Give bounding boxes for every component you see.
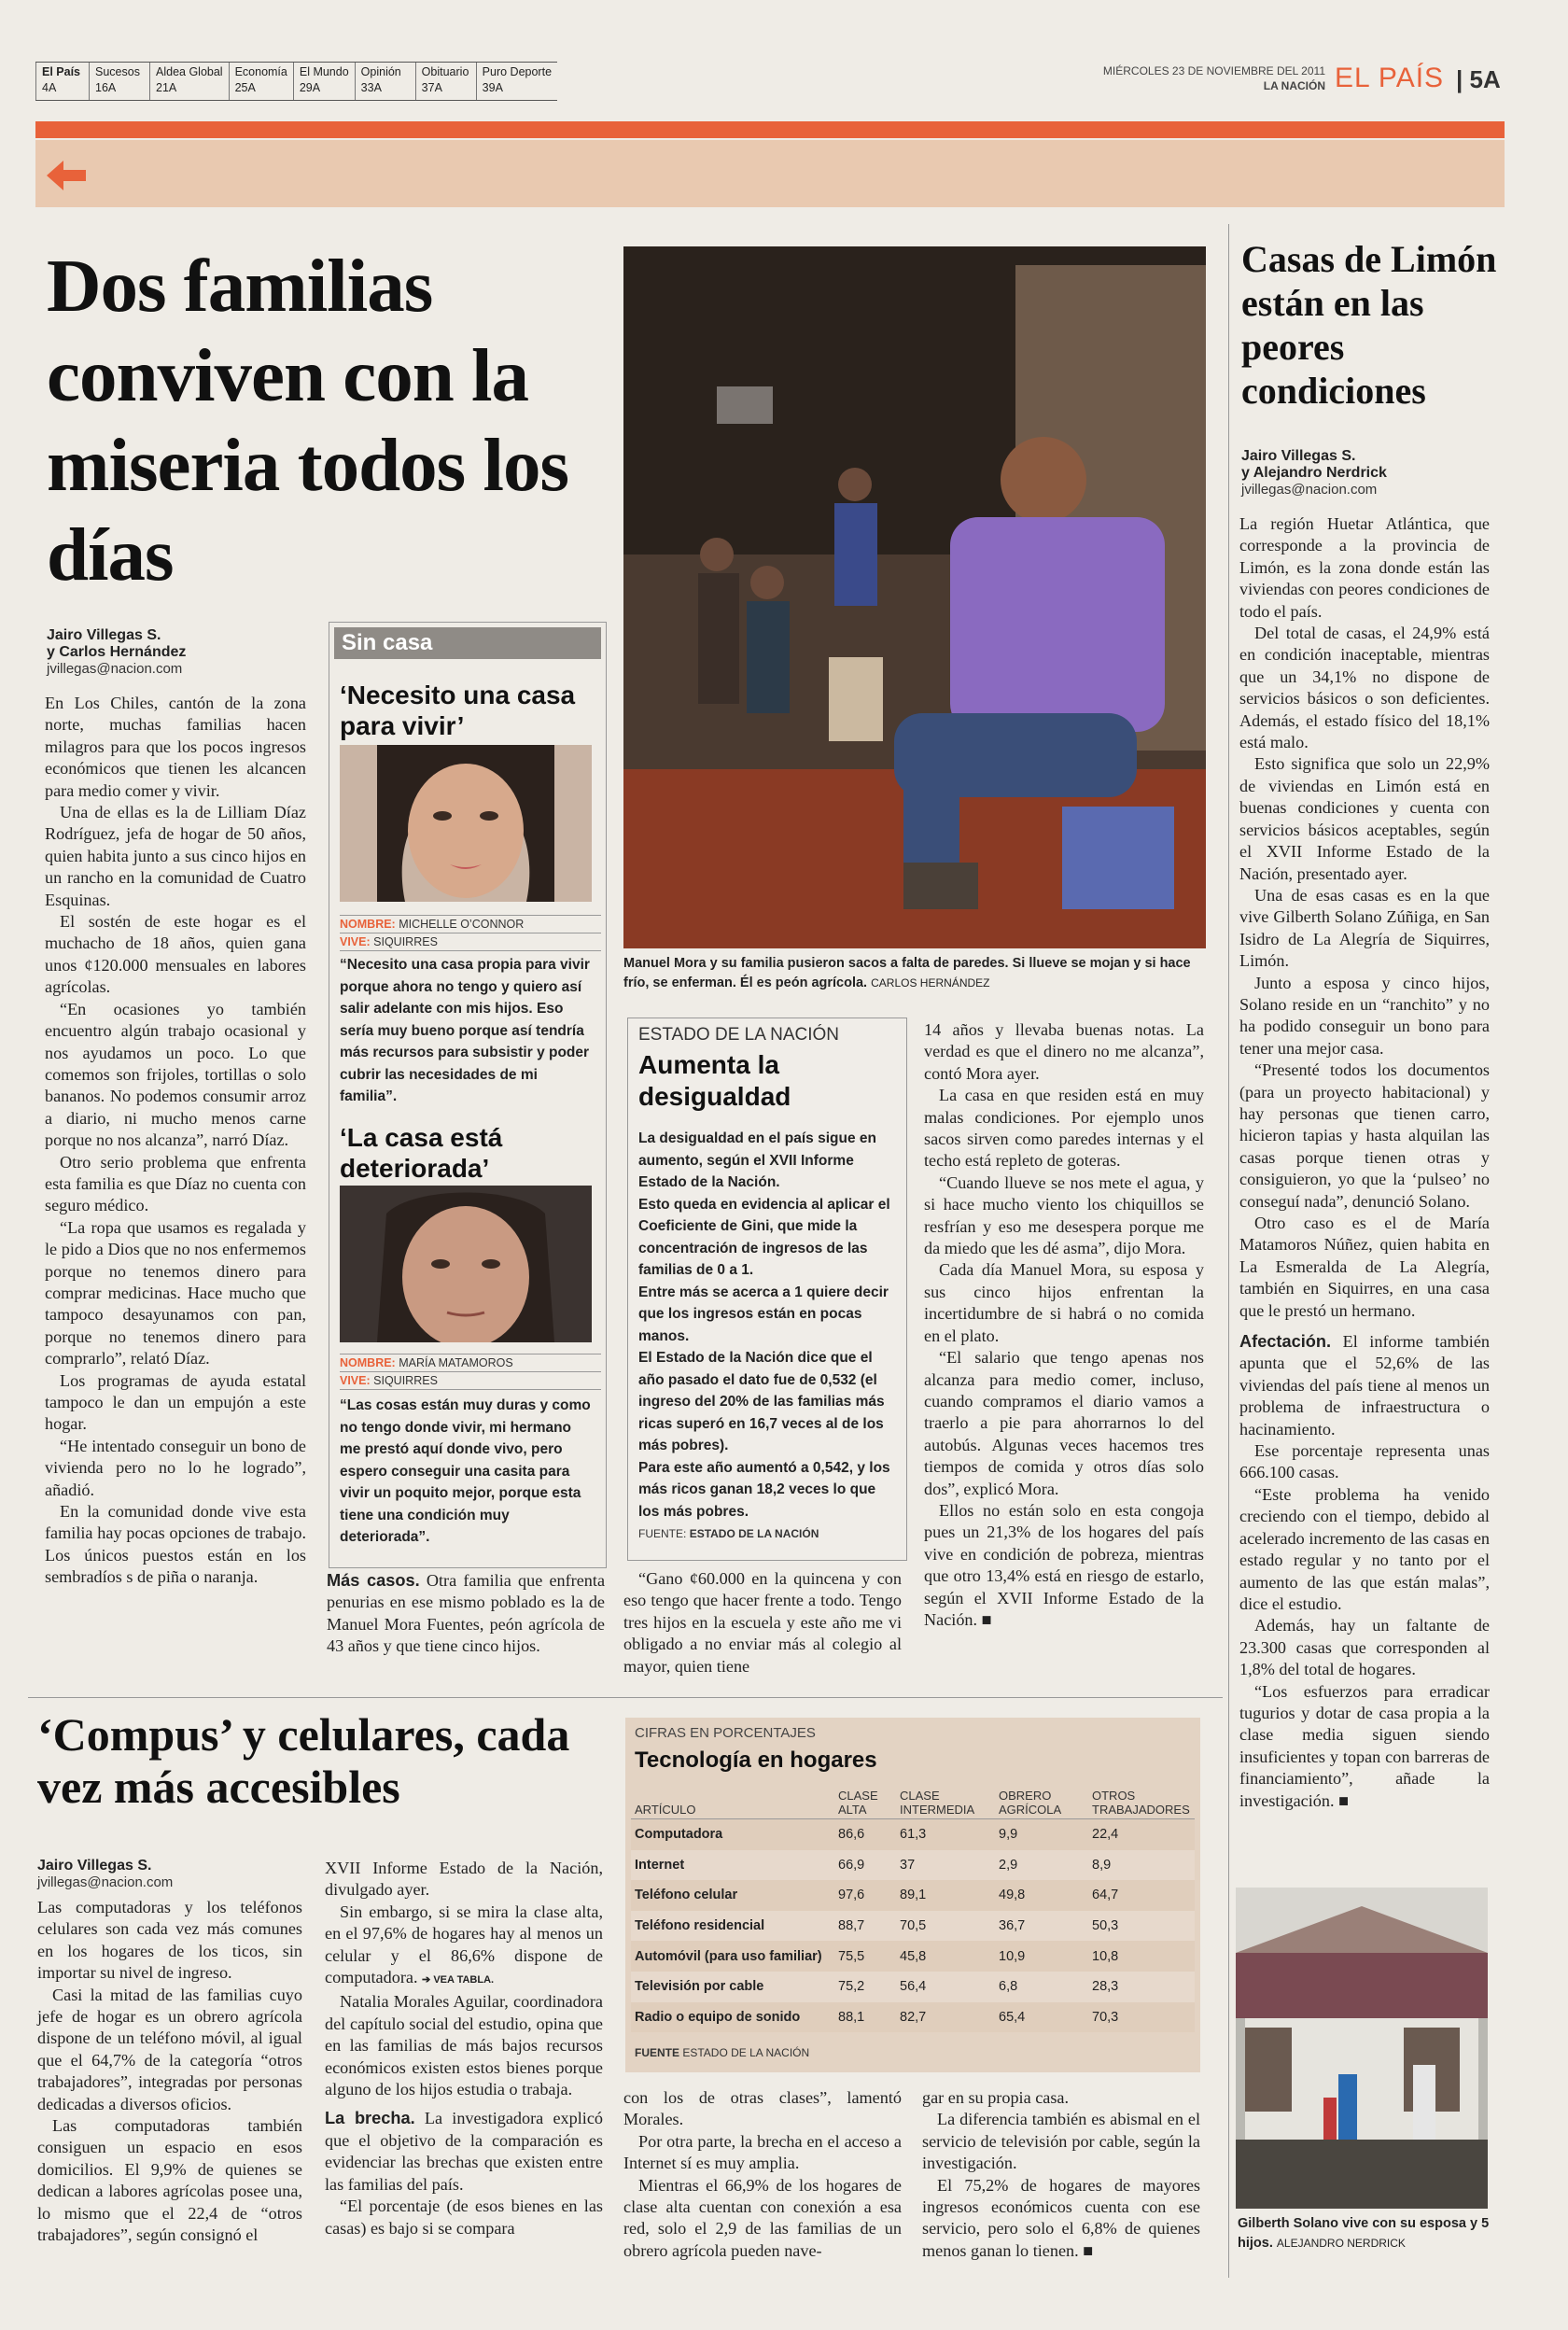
quote-2-title: ‘La casa está deteriorada’ [340, 1123, 503, 1183]
row-label: Computadora [631, 1819, 834, 1850]
run-in-label: La brecha. [325, 2109, 415, 2128]
paragraph: Otra familia que enfrenta penurias en ese mismo poblado es la de Manuel Mora Fuentes, peón agrícola de 43 años y que tiene cinco hijos. [327, 1571, 606, 1656]
nav-section: El Mundo [299, 65, 349, 78]
paragraph: La casa en que residen está en muy malas condiciones. Por ejemplo unos sacos sirven como paredes internas y el techo está repleto de goteras. [924, 1086, 1204, 1171]
table-cell: 6,8 [995, 1972, 1088, 2002]
nav-page: 4A [42, 81, 57, 94]
run-in-label: Afectación. [1239, 1332, 1332, 1352]
section-divider [28, 1697, 1223, 1698]
table-cell: 88,1 [834, 2002, 896, 2033]
portrait-michelle [340, 745, 592, 902]
page-number-value: 5A [1469, 65, 1501, 93]
table-row [631, 2002, 1195, 2033]
nav-page: 16A [95, 81, 117, 94]
person-place: SIQUIRRES [373, 1374, 438, 1387]
nav-page: 21A [156, 81, 177, 94]
header-rule [35, 121, 1505, 138]
compus-col-3 [623, 2087, 902, 2262]
table-kicker: CIFRAS EN PORCENTAJES [635, 1725, 816, 1741]
compus-col-2 [325, 1858, 603, 2239]
table-cell: 89,1 [896, 1880, 995, 1911]
live-label: VIVE: [340, 935, 371, 948]
table-cell: 88,7 [834, 1911, 896, 1942]
person-name: MARÍA MATAMOROS [399, 1356, 513, 1369]
table-cell: 75,2 [834, 1972, 896, 2002]
nav-page: 29A [299, 81, 321, 94]
column-divider [1228, 224, 1229, 2278]
paragraph: “Este problema ha venido creciendo con el tiempo, debido al acelerado incremento de las casas en estado regular y no tanto por el aumento de las que están malas”, dice el estudio. [1239, 1484, 1490, 1613]
column-header: OTROS TRABAJADORES [1092, 1789, 1190, 1817]
table-cell: 65,4 [995, 2002, 1088, 2033]
table-cell: 36,7 [995, 1911, 1088, 1942]
byline-email: jvillegas@nacion.com [47, 661, 183, 677]
paragraph: Del total de casas, el 24,9% está en condición inaceptable, mientras que un 34,1% no dispone de servicios básicos o son deficientes. Además, el estado físico del 18,1% está malo. [1239, 624, 1490, 752]
table-cell: 70,5 [896, 1911, 995, 1942]
table-cell: 37 [896, 1850, 995, 1881]
caption-text: Gilberth Solano vive con su esposa y 5 hijos. [1238, 2216, 1490, 2251]
page-number: | 5A [1456, 65, 1501, 93]
byline-author-2: y Carlos Hernández [47, 644, 187, 660]
caption-text: Manuel Mora y su familia pusieron sacos a falta de paredes. Si llueve se mojan y si hace frío, se enferman. Él es peón agrícola. [623, 956, 1191, 990]
nav-page: 37A [421, 81, 442, 94]
paragraph: “El salario que tengo apenas nos alcanza para medio comer, incluso, cuando compramos el diario vamos a traerlo a pie para ahorrarnos lo del autobús. Algunas veces hacemos tres tiempos de comida y otros días solo dos”, explicó Mora. [924, 1348, 1204, 1498]
byline-author-1: Jairo Villegas S. [1241, 448, 1356, 464]
table-cell: 8,9 [1088, 1850, 1195, 1881]
row-label: Internet [631, 1850, 834, 1881]
paragraph: “Presenté todos los documentos (para un proyecto habitacional) y hay personas que tienen carro, hicieron tapias y hasta alquilan las casas porque tienen otras y consiguieron, yo que la ‘pulseo’ no conseguí nada”, denunció Solano. [1239, 1060, 1490, 1211]
nav-item[interactable] [89, 63, 149, 100]
table-cell: 9,9 [995, 1819, 1088, 1850]
table-cell: 49,8 [995, 1880, 1088, 1911]
paragraph: Esto significa que solo un 22,9% de viviendas en Limón está en buenas condiciones y cuenta con servicios básicos aceptables, según el XVII Informe Estado de la Nación, presentado ayer. [1239, 754, 1490, 883]
quote-2-meta [340, 1354, 601, 1390]
paragraph: gar en su propia casa. [922, 2088, 1070, 2107]
row-label: Radio o equipo de sonido [631, 2002, 834, 2033]
paragraph: Esto queda en evidencia al aplicar el Coeficiente de Gini, que mide la concentración de ingresos de las familias de 0 a 1. [638, 1196, 890, 1278]
nav-item[interactable] [415, 63, 476, 100]
live-label: VIVE: [340, 1374, 371, 1387]
tech-table-box [625, 1718, 1200, 2072]
person-name: MICHELLE O’CONNOR [399, 918, 525, 931]
estado-source [638, 1527, 819, 1540]
paragraph: Mientras el 66,9% de los hogares de clase alta cuentan con conexión a esa red, solo el 2,9 de las familias de un obrero agrícola pueden nave- [623, 2175, 902, 2260]
estado-title: Aumenta la desigualdad [638, 1050, 791, 1111]
paragraph: La diferencia también es abismal en el servicio de televisión por cable, según la investigación. [922, 2110, 1200, 2173]
paragraph: 14 años y llevaba buenas notas. La verdad es que el dinero no me alcanza”, contó Mora ayer. [924, 1020, 1204, 1083]
nav-section: Opinión [360, 65, 401, 78]
compus-col-1 [37, 1897, 302, 2247]
paragraph: Ese porcentaje representa unas 666.100 casas. [1239, 1441, 1490, 1482]
nav-item[interactable] [476, 63, 557, 100]
nav-item[interactable] [355, 63, 415, 100]
paragraph: Otro caso es el de María Matamoros Núñez, quien habita en La Esmeralda de La Alegría, también en Siquirres, en una casa que le prestó un hermano. [1239, 1214, 1490, 1320]
nav-item[interactable] [149, 63, 229, 100]
row-label: Teléfono celular [631, 1880, 834, 1911]
paragraph: Las computadoras también consiguen un espacio en esos domicilios. El 9,9% de quienes se dedican a labores agrícolas posee una, lo mismo que el 22,4 de “otros trabajadores”, según consignó el [37, 2116, 302, 2245]
nav-page: 39A [482, 81, 503, 94]
paragraph: El Estado de la Nación dice que el año pasado el dato fue de 0,532 (el ingreso del 20% de las familias más ricas superó en 16,7 veces al de los más pobres). [638, 1350, 885, 1453]
nav-section: Aldea Global [156, 65, 223, 78]
nav-section: Economía [234, 65, 287, 78]
main-col-4 [924, 1019, 1204, 1631]
table-row [631, 1972, 1195, 2002]
quote-1-meta [340, 915, 601, 951]
table-title: Tecnología en hogares [635, 1748, 877, 1773]
nav-section: Obituario [421, 65, 469, 78]
byline-author: Jairo Villegas S. [37, 1858, 152, 1874]
headline: Dos familias conviven con la miseria todos los días [47, 244, 568, 597]
paragraph: El informe también apunta que el 52,6% de las viviendas del país tiene al menos un problema de infraestructura o hacinamiento. [1239, 1332, 1490, 1439]
table-cell: 64,7 [1088, 1880, 1195, 1911]
header-date [971, 63, 1325, 93]
estado-body [638, 1128, 900, 1523]
nav-item[interactable] [293, 63, 355, 100]
table-cell: 45,8 [896, 1941, 995, 1972]
table-cell: 66,9 [834, 1850, 896, 1881]
paragraph: Además, hay un faltante de 23.300 casas que corresponden al 1,8% del total de hogares. [1239, 1616, 1490, 1679]
paragraph: “La ropa que usamos es regalada y le pido a Dios que no nos enfermemos porque no tenemos dinero para comprar medicinas. Hace mucho que tampoco desayunamos con pan, porque no tenemos dinero para comprarlo”, relató Díaz. [45, 1217, 306, 1369]
quote-1-title: ‘Necesito una casa para vivir’ [340, 681, 576, 740]
row-label: Televisión por cable [631, 1972, 834, 2002]
table-cell: 86,6 [834, 1819, 896, 1850]
paragraph: Una de esas casas es en la que vive Gilberth Solano Zúñiga, en San Isidro de La Alegría de Siquirres, Limón. [1239, 885, 1490, 971]
paragraph: XVII Informe Estado de la Nación, divulgado ayer. [325, 1859, 603, 1900]
nav-section: El País [42, 65, 80, 78]
byline-email: jvillegas@nacion.com [37, 1874, 174, 1890]
section-name: EL PAÍS [1335, 63, 1445, 93]
row-label: Automóvil (para uso familiar) [631, 1941, 834, 1972]
table-source [635, 2046, 809, 2059]
main-byline [47, 627, 327, 678]
source-label: FUENTE: [638, 1527, 687, 1540]
paragraph: Sin embargo, si se mira la clase alta, en el 97,6% de hogares hay al menos un celular y el 86,6% dispone de computadora. [325, 1902, 603, 1987]
paragraph: Cada día Manuel Mora, su esposa y sus cinco hijos enfrentan la incertidumbre de si habrá o no comida en el plato. [924, 1260, 1204, 1345]
quote-2-text: “Las cosas están muy duras y como no tengo donde vivir, mi hermano me prestó aquí donde vivo, pero espero conseguir una casita para vivir un poquito mejor, porque esta tiene una condición muy deteriorada”. [340, 1397, 591, 1545]
nav-page: 33A [360, 81, 382, 94]
column-header: CLASE ALTA [838, 1789, 878, 1817]
byline-author-2: y Alejandro Nerdrick [1241, 465, 1387, 481]
table-row [631, 1941, 1195, 1972]
paragraph: Ellos no están solo en esta congoja pues un 21,3% de los hogares del país vive en condición de pobreza, mientras que otro 13,4% está en riesgo de estarlo, según el XVII Informe Estado de la Nación. ■ [924, 1500, 1204, 1629]
table-cell: 28,3 [1088, 1972, 1195, 2002]
paragraph: La región Huetar Atlántica, que corresponde a la provincia de Limón, es la zona donde están las viviendas con peores condiciones de todo el país. [1239, 514, 1490, 621]
paragraph: Casi la mitad de las familias cuyo jefe de hogar es un obrero agrícola dispone de un teléfono móvil, al igual que el 64,7% de la categoría “otros trabajadores”, integradas por personas dedicadas a diversos oficios. [37, 1985, 302, 2113]
photo-credit: ALEJANDRO NERDRICK [1276, 2237, 1406, 2250]
table-cell: 61,3 [896, 1819, 995, 1850]
portrait-maria [340, 1186, 592, 1342]
row-label: Teléfono residencial [631, 1911, 834, 1942]
table-cell: 82,7 [896, 2002, 995, 2033]
tech-table [631, 1787, 1195, 2032]
nav-section: Sucesos [95, 65, 140, 78]
paper-name: LA NACIÓN [1263, 79, 1325, 92]
paragraph: Por otra parte, la brecha en el acceso a Internet sí es muy amplia. [623, 2131, 902, 2173]
limon-photo-caption [1238, 2214, 1490, 2253]
table-cell: 10,9 [995, 1941, 1088, 1972]
table-cell: 70,3 [1088, 2002, 1195, 2033]
nav-item[interactable] [35, 63, 89, 100]
table-row [631, 1880, 1195, 1911]
table-header-row [631, 1787, 1195, 1819]
paragraph: “Cuando llueve se nos mete el agua, y si hace mucho viento los chiquillos se resfrían y eso me desespera porque me da miedo que les dé asma”, dijo Mora. [924, 1172, 1204, 1258]
table-row [631, 1850, 1195, 1881]
header-nav [35, 62, 557, 101]
header-band [35, 140, 1505, 207]
table-cell: 50,3 [1088, 1911, 1195, 1942]
byline-email: jvillegas@nacion.com [1241, 482, 1378, 498]
paragraph: Entre más se acerca a 1 quiere decir que los ingresos están en pocas manos. [638, 1284, 889, 1344]
paragraph: “En ocasiones yo también encuentro algún trabajo ocasional y nos ayudamos un poco. Lo que comemos son frijoles, tortillas o solo bananos. No podemos consumir arroz a diario, ni mucho menos carne porque no nos alcanza”, narró Díaz. [45, 999, 306, 1150]
table-cell: 2,9 [995, 1850, 1088, 1881]
source-name: ESTADO DE LA NACIÓN [689, 1527, 819, 1540]
paragraph: La investigadora explicó que el objetivo de la comparación es evidenciar las brechas que existen entre las familias del país. [325, 2109, 603, 2194]
more-cases [327, 1570, 605, 1658]
byline-author-1: Jairo Villegas S. [47, 627, 161, 643]
paragraph: Los programas de ayuda estatal tampoco le dan un empujón a este hogar. [45, 1370, 306, 1434]
compus-byline [37, 1858, 317, 1891]
photo-credit: CARLOS HERNÁNDEZ [871, 976, 990, 990]
paragraph: “Los esfuerzos para erradicar tugurios y dotar de casa propia a la clase media siguen siendo insuficientes y topan con barreras de financiamiento”, añade la investigación. ■ [1239, 1681, 1490, 1810]
limon-body [1239, 513, 1490, 1812]
paragraph: “Gano ¢60.000 en la quincena y con eso tengo que hacer frente a todo. Tengo tres hijos en la escuela y este año me vi obligado a no enviar más al colegio al mayor, quien tiene [623, 1569, 902, 1676]
table-row [631, 1911, 1195, 1942]
paragraph: Junto a esposa y cinco hijos, Solano reside en un “ranchito” y no ha podido conseguir un bono para tener una mejor casa. [1239, 973, 1490, 1058]
limon-byline [1241, 448, 1512, 498]
paragraph: En la comunidad donde vive esta familia hay pocas opciones de trabajo. Los únicos puestos están en los sembradíos s de piña o naranja. [45, 1502, 306, 1587]
back-arrow-icon [43, 157, 90, 199]
main-photo-caption [623, 954, 1206, 993]
sincasa-label: Sin casa [334, 627, 601, 659]
column-header: OBRERO AGRÍCOLA [999, 1789, 1062, 1817]
paragraph: “El porcentaje (de esos bienes en las casas) es bajo si se compara [325, 2197, 603, 2238]
main-col-3 [623, 1568, 902, 1677]
source-name: ESTADO DE LA NACIÓN [682, 2046, 810, 2059]
nav-section: Puro Deporte [482, 65, 553, 78]
person-place: SIQUIRRES [373, 935, 438, 948]
paragraph: Una de ellas es la de Lilliam Díaz Rodríguez, jefa de hogar de 50 años, quien habita junto a sus cinco hijos en un rancho en la comunidad de Cuatro Esquinas. [45, 803, 306, 909]
run-in-label: Más casos. [327, 1571, 420, 1590]
nav-page: 25A [234, 81, 256, 94]
column-header: ARTÍCULO [635, 1803, 696, 1817]
paragraph: En Los Chiles, cantón de la zona norte, muchas familias hacen milagros para que los pocos ingresos económicos que tienen les alcancen para medio comer y vivir. [45, 694, 306, 800]
table-cell: 22,4 [1088, 1819, 1195, 1850]
table-cell: 56,4 [896, 1972, 995, 2002]
see-table-link[interactable]: ➔ VEA TABLA. [422, 1974, 495, 1986]
table-cell: 97,6 [834, 1880, 896, 1911]
name-label: NOMBRE: [340, 918, 396, 931]
limon-headline: Casas de Limón están en las peores condiciones [1241, 238, 1497, 412]
table-row [631, 1819, 1195, 1850]
estado-kicker: ESTADO DE LA NACIÓN [638, 1025, 840, 1045]
table-cell: 10,8 [1088, 1941, 1195, 1972]
column-header: CLASE INTERMEDIA [900, 1789, 975, 1817]
photo-gilberth-solano [1236, 1888, 1488, 2209]
table-cell: 75,5 [834, 1941, 896, 1972]
paragraph: Las computadoras y los teléfonos celulares son cada vez más comunes en los hogares de los ticos, sin importar su nivel de ingreso. [37, 1898, 302, 1983]
paragraph: Otro serio problema que enfrenta esta familia es que Díaz no cuenta con seguro médico. [45, 1152, 306, 1215]
paragraph: El 75,2% de hogares de mayores ingresos económicos cuenta con ese servicio, pero solo el 6,8% de quienes menos ganan lo tienen. ■ [922, 2175, 1200, 2260]
issue-date: MIÉRCOLES 23 DE NOVIEMBRE DEL 2011 [1102, 64, 1325, 77]
source-label: FUENTE [635, 2046, 679, 2059]
compus-col-4 [922, 2087, 1200, 2262]
paragraph: Para este año aumentó a 0,542, y los más ricos ganan 18,2 veces lo que los más pobres. [638, 1459, 890, 1520]
photo-manuel-mora [623, 246, 1206, 948]
paragraph: Natalia Morales Aguilar, coordinadora del capítulo social del estudio, opina que en las familias de más bajos recursos económicos existen estos bienes porque alguno de los hijos estudia o trabaja. [325, 1992, 603, 2099]
paragraph: La desigualdad en el país sigue en aumento, según el XVII Informe Estado de la Nación. [638, 1130, 876, 1190]
compus-headline: ‘Compus’ y celulares, cada vez más accesibles [37, 1708, 570, 1813]
nav-item[interactable] [229, 63, 293, 100]
paragraph: “He intentado conseguir un bono de vivienda pero no lo he logrado”, añadió. [45, 1436, 306, 1499]
quote-1-text: “Necesito una casa propia para vivir porque ahora no tengo y quiero así salir adelante con mis hijos. Eso sería muy bueno porque así tendría más recursos para subsistir y poder cubrir las necesidades de mi familia”. [340, 957, 590, 1104]
main-col-1 [45, 693, 306, 1589]
name-label: NOMBRE: [340, 1356, 396, 1369]
paragraph: con los de otras clases”, lamentó Morales. [623, 2088, 902, 2129]
paragraph: El sostén de este hogar es el muchacho de 18 años, quien gana unos ¢120.000 mensuales en labores agrícolas. [45, 912, 306, 997]
